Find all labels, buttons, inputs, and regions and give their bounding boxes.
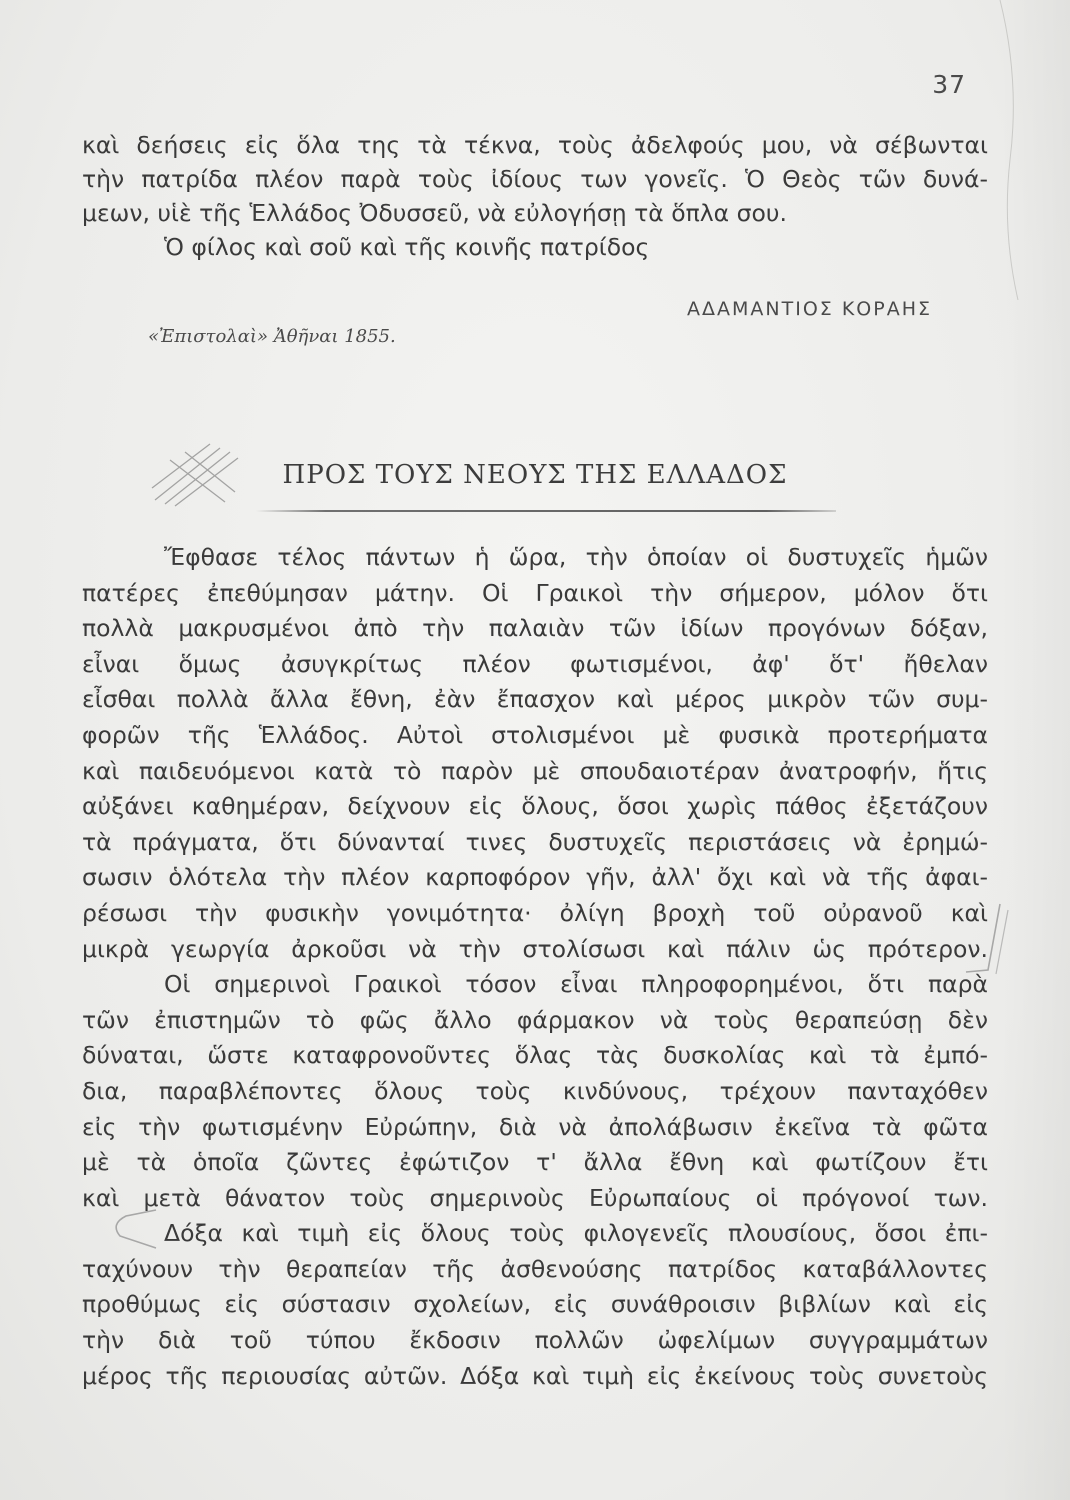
text-line: τὴν διὰ τοῦ τύπου ἔκδοσιν πολλῶν ὠφελίμων συγγραμμάτων (82, 1326, 988, 1355)
section-body-text (82, 540, 988, 1394)
text-line: αὐξάνει καθημέραν, δείχνουν εἰς ὅλους, ὅσοι χωρὶς πάθος ἐξετάζουν (82, 792, 988, 821)
text-line: εἶσθαι πολλὰ ἄλλα ἔθνη, ἐὰν ἔπασχον καὶ μέρος μικρὸν τῶν συμ- (82, 685, 988, 714)
letter-ending-text (82, 128, 988, 264)
closing-line: Ὁ φίλος καὶ σοῦ καὶ τῆς κοινῆς πατρίδος (164, 233, 650, 261)
text-line: Οἱ σημερινοὶ Γραικοὶ τόσον εἶναι πληροφορημένοι, ὅτι παρὰ (164, 970, 988, 999)
text-line: εἰς τὴν φωτισμένην Εὐρώπην, διὰ νὰ ἀπολάβωσιν ἐκεῖνα τὰ φῶτα (82, 1112, 988, 1141)
text-line: φορῶν τῆς Ἑλλάδος. Αὐτοὶ στολισμένοι μὲ φυσικὰ προτερήματα (82, 720, 988, 749)
text-line: μέρος τῆς περιουσίας αὐτῶν. Δόξα καὶ τιμὴ εἰς ἐκείνους τοὺς συνετοὺς (82, 1361, 988, 1390)
text-line: πολλὰ μακρυσμένοι ἀπὸ τὴν παλαιὰν τῶν ἰδίων προγόνων δόξαν, (82, 614, 988, 643)
text-line: Ἔφθασε τέλος πάντων ἡ ὥρα, τὴν ὁποίαν οἱ δυστυχεῖς ἡμῶν (164, 543, 988, 571)
section-heading: ΠΡΟΣ ΤΟΥΣ ΝΕΟΥΣ ΤΗΣ ΕΛΛΑΔΟΣ (282, 460, 788, 490)
text-line: τῶν ἐπιστημῶν τὸ φῶς ἄλλο φάρμακον νὰ τοὺς θεραπεύσῃ δὲν (82, 1005, 988, 1034)
page-number: 37 (932, 70, 966, 99)
text-line: καὶ μετὰ θάνατον τοὺς σημερινοὺς Εὐρωπαίους οἱ πρόγονοί των. (82, 1183, 988, 1212)
heading-underline (256, 510, 836, 512)
author-signature: ΑΔΑΜΑΝΤΙΟΣ ΚΟΡΑΗΣ (687, 298, 932, 320)
text-line: καὶ παιδευόμενοι κατὰ τὸ παρὸν μὲ σπουδαιοτέραν ἀνατροφήν, ἥτις (82, 756, 988, 785)
text-line: μικρὰ γεωργία ἀρκοῦσι νὰ τὴν στολίσωσι καὶ πάλιν ὡς πρότερον. (82, 934, 988, 963)
text-line: μὲ τὰ ὁποῖα ζῶντες ἐφώτιζον τ' ἄλλα ἔθνη καὶ φωτίζουν ἔτι (82, 1148, 988, 1177)
text-line: τὰ πράγματα, ὅτι δύνανταί τινες δυστυχεῖς περιστάσεις νὰ ἐρημώ- (82, 827, 988, 856)
text-line: τὴν πατρίδα πλέον παρὰ τοὺς ἰδίους των γονεῖς. Ὁ Θεὸς τῶν δυνά- (82, 165, 988, 193)
text-line: προθύμως εἰς σύστασιν σχολείων, εἰς συνάθροισιν βιβλίων καὶ εἰς (82, 1290, 988, 1319)
page-edge-shadow (1000, 0, 1070, 1500)
text-line: πατέρες ἐπεθύμησαν μάτην. Οἱ Γραικοὶ τὴν σήμερον, μόλον ὅτι (82, 578, 988, 607)
text-line: σωσιν ὁλότελα τὴν πλέον καρποφόρον γῆν, ἀλλ' ὄχι καὶ νὰ τῆς ἀφαι- (82, 863, 988, 892)
text-line: ταχύνουν τὴν θεραπείαν τῆς ἀσθενούσης πατρίδος καταβάλλοντες (82, 1254, 988, 1283)
source-citation: «Ἐπιστολαὶ» Ἀθῆναι 1855. (148, 326, 396, 347)
text-line: Δόξα καὶ τιμὴ εἰς ὅλους τοὺς φιλογενεῖς πλουσίους, ὅσοι ἐπι- (164, 1219, 988, 1248)
text-line: δια, παραβλέποντες ὅλους τοὺς κινδύνους, τρέχουν πανταχόθεν (82, 1076, 988, 1105)
text-line: καὶ δεήσεις εἰς ὅλα της τὰ τέκνα, τοὺς ἀδελφούς μου, νὰ σέβωνται (82, 131, 988, 159)
text-line: μεων, υἱὲ τῆς Ἑλλάδος Ὀδυσσεῦ, νὰ εὐλογήσῃ τὰ ὅπλα σου. (82, 199, 787, 227)
text-line: δύναται, ὥστε καταφρονοῦντες ὅλας τὰς δυσκολίας καὶ τὰ ἐμπό- (82, 1041, 988, 1070)
text-line: ρέσωσι τὴν φυσικὴν γονιμότητα· ὀλίγη βροχὴ τοῦ οὐρανοῦ καὶ (82, 898, 988, 927)
text-line: εἶναι ὅμως ἀσυγκρίτως πλέον φωτισμένοι, ἀφ' ὅτ' ἤθελαν (82, 649, 988, 678)
pencil-margin-hook (96, 1206, 166, 1256)
